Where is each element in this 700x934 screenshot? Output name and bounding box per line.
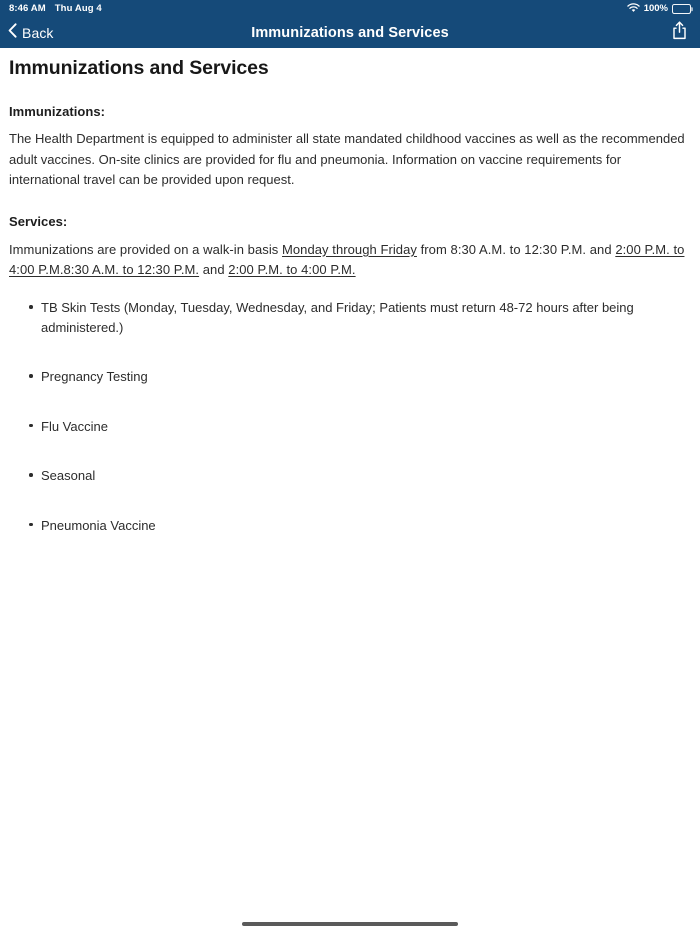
services-text-part3: and	[199, 261, 229, 277]
wifi-icon	[627, 3, 640, 16]
services-paragraph	[9, 240, 687, 280]
list-item: Pregnancy Testing	[8, 367, 692, 387]
status-bar-right	[627, 3, 691, 16]
content-area	[0, 48, 700, 934]
services-link-hours-pm[interactable]: 2:00 P.M. to 4:00 P.M.	[9, 241, 685, 277]
status-time: 8:46 AM	[9, 3, 46, 15]
list-item: TB Skin Tests (Monday, Tuesday, Wednesday, and Friday; Patients must return 48-72 hours after being administered.)	[8, 298, 692, 337]
services-text-part1: Immunizations are provided on a walk-in basis	[9, 241, 282, 257]
services-text-part2: from 8:30 A.M. to 12:30 P.M. and	[416, 241, 616, 257]
battery-percent-label: 100%	[643, 3, 668, 15]
services-link-hours-am[interactable]: 8:30 A.M. to 12:30 P.M.	[63, 261, 200, 277]
page-title: Immunizations and Services	[9, 57, 269, 79]
back-button[interactable]	[8, 23, 54, 43]
home-indicator[interactable]	[242, 922, 458, 926]
status-bar-left	[9, 4, 102, 14]
share-button[interactable]	[672, 21, 687, 45]
back-button-label: Back	[22, 25, 54, 41]
battery-full-icon	[672, 4, 691, 14]
status-date: Thu Aug 4	[54, 3, 102, 15]
chevron-left-icon	[8, 23, 17, 43]
list-item: Seasonal	[8, 466, 692, 486]
services-heading: Services:	[9, 213, 68, 229]
services-link-hours-pm-2[interactable]: 2:00 P.M. to 4:00 P.M.	[228, 261, 356, 277]
immunizations-paragraph: The Health Department is equipped to administer all state mandated childhood vaccines as well as the recommended adult vaccines. On-site clinics are provided for flu and pneumonia. Information on vaccine requirements for international travel can be provided upon request.	[9, 131, 685, 187]
share-icon	[672, 21, 687, 45]
nav-title: Immunizations and Services	[251, 25, 449, 41]
list-item: Pneumonia Vaccine	[8, 516, 692, 536]
status-bar	[0, 0, 700, 18]
services-link-weekdays[interactable]: Monday through Friday	[282, 241, 417, 257]
immunizations-heading: Immunizations:	[9, 104, 106, 120]
list-item: Flu Vaccine	[8, 417, 692, 437]
services-list	[8, 298, 692, 535]
navigation-bar	[0, 18, 700, 48]
